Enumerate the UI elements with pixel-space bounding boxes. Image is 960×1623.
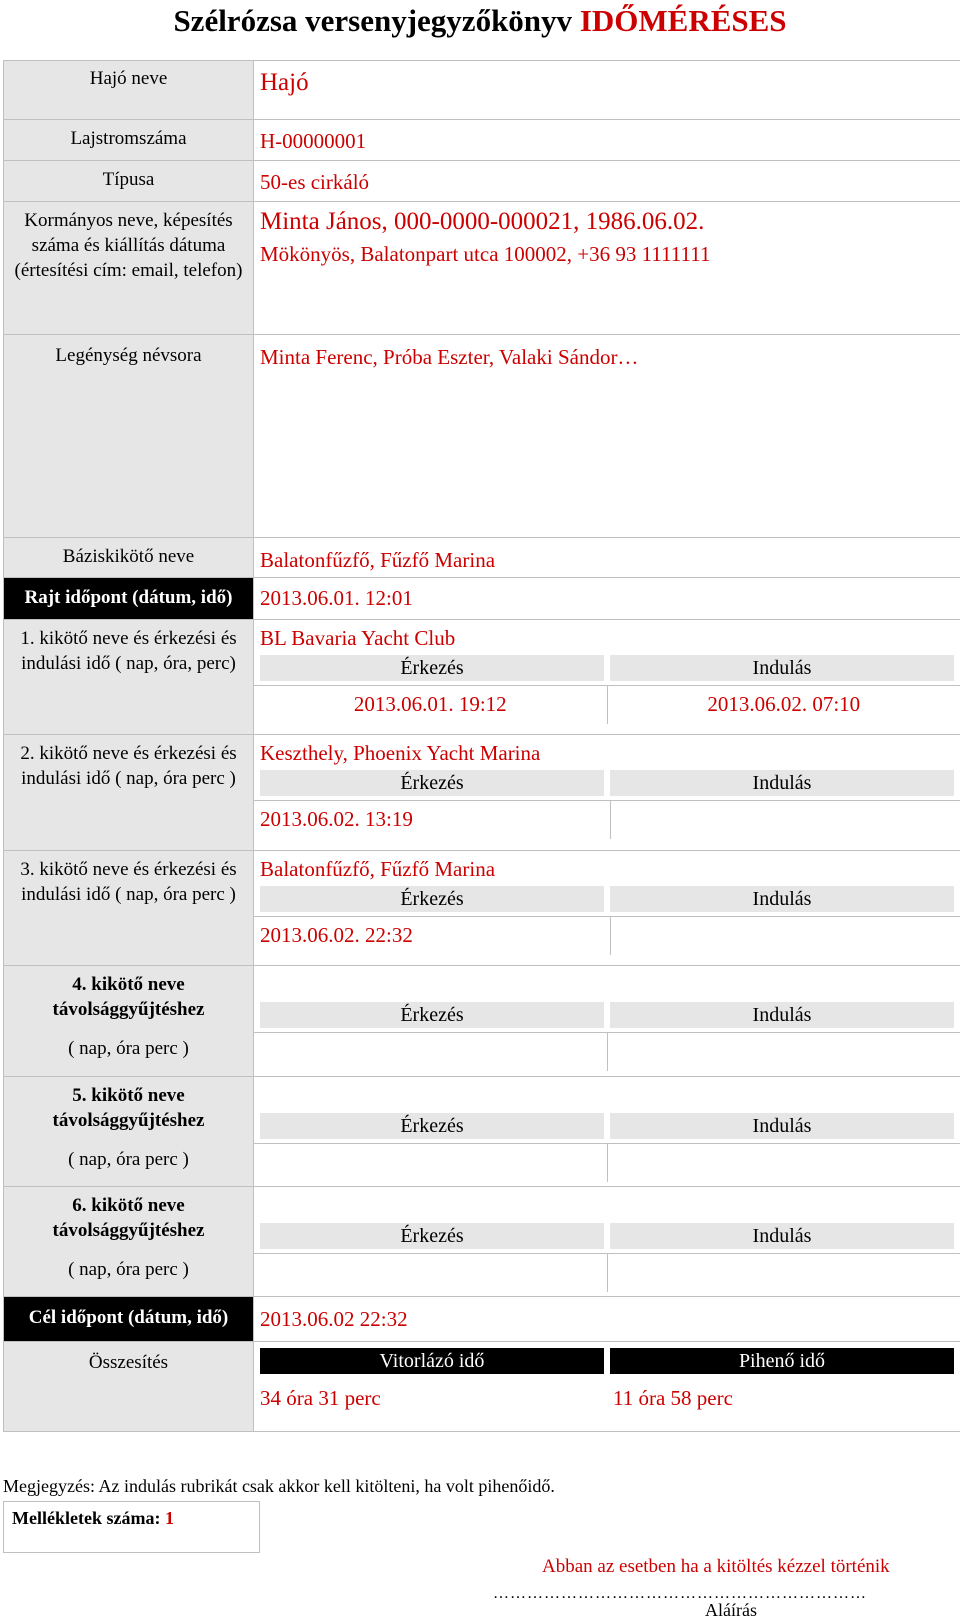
label-finish: Cél időpont (dátum, idő)	[4, 1297, 254, 1342]
row-registration	[4, 120, 960, 161]
sailing-time-header: Vitorlázó idő	[260, 1348, 604, 1374]
field-port2[interactable]	[254, 735, 960, 851]
port3-departure[interactable]	[610, 917, 960, 955]
field-helmsman[interactable]	[254, 202, 960, 335]
attachments-box[interactable]	[3, 1501, 260, 1553]
row-port6	[4, 1187, 960, 1297]
title-main: Szélrózsa versenyjegyzőkönyv	[173, 3, 573, 38]
helmsman-line2: Mökönyös, Balatonpart utca 100002, +36 93 1111111	[260, 242, 711, 266]
port6-arrival[interactable]	[254, 1254, 607, 1292]
departure-header: Indulás	[610, 1113, 954, 1139]
page-title	[0, 0, 960, 42]
arrival-header: Érkezés	[260, 886, 604, 912]
port1-arrival[interactable]: 2013.06.01. 19:12	[353, 692, 507, 716]
port5-departure[interactable]	[607, 1144, 960, 1182]
row-port5	[4, 1077, 960, 1187]
row-port2	[4, 735, 960, 851]
port3-name: Balatonfűzfő, Fűzfő Marina	[260, 857, 496, 881]
port2-name: Keszthely, Phoenix Yacht Marina	[260, 741, 541, 765]
row-finish	[4, 1297, 960, 1342]
arrival-header: Érkezés	[260, 1113, 604, 1139]
row-summary	[4, 1342, 960, 1432]
attachments-label: Mellékletek száma:	[12, 1508, 161, 1528]
manual-fill-note: Abban az esetben ha a kitöltés kézzel történik	[542, 1556, 890, 1577]
race-record-table	[3, 60, 960, 1432]
sailing-time-value[interactable]: 34 óra 31 perc	[260, 1386, 381, 1410]
arrival-header: Érkezés	[260, 770, 604, 796]
port1-departure[interactable]: 2013.06.02. 07:10	[607, 686, 960, 724]
rest-time-header: Pihenő idő	[610, 1348, 954, 1374]
field-summary	[254, 1342, 960, 1432]
field-type[interactable]: 50-es cirkáló	[254, 161, 960, 202]
field-port5[interactable]	[254, 1077, 960, 1187]
label-summary: Összesítés	[4, 1342, 254, 1432]
port6-departure[interactable]	[607, 1254, 960, 1292]
row-base-port	[4, 538, 960, 578]
departure-header: Indulás	[610, 1223, 954, 1249]
label-port3: 3. kikötő neve és érkezési és indulási idő ( nap, óra perc )	[4, 851, 254, 966]
arrival-header: Érkezés	[260, 1002, 604, 1028]
field-registration[interactable]: H-00000001	[254, 120, 960, 161]
field-port1[interactable]	[254, 620, 960, 735]
field-port3[interactable]	[254, 851, 960, 966]
port3-arrival[interactable]: 2013.06.02. 22:32	[260, 923, 413, 947]
label-port6: 6. kikötő neve távolsággyűjtéshez ( nap, óra perc )	[4, 1187, 254, 1297]
departure-header: Indulás	[610, 770, 954, 796]
port5-arrival[interactable]	[254, 1144, 607, 1182]
departure-header: Indulás	[610, 1002, 954, 1028]
row-start	[4, 578, 960, 620]
arrival-header: Érkezés	[260, 655, 604, 681]
row-port1	[4, 620, 960, 735]
label-crew: Legénység névsora	[4, 335, 254, 538]
field-finish[interactable]: 2013.06.02 22:32	[254, 1297, 960, 1342]
port2-departure[interactable]	[610, 801, 960, 839]
label-port4: 4. kikötő neve távolsággyűjtéshez ( nap, óra perc )	[4, 966, 254, 1077]
field-boat-name[interactable]: Hajó	[254, 61, 960, 120]
label-start: Rajt időpont (dátum, idő)	[4, 578, 254, 620]
field-port6[interactable]	[254, 1187, 960, 1297]
label-port5: 5. kikötő neve távolsággyűjtéshez ( nap, óra perc )	[4, 1077, 254, 1187]
helmsman-line1: Minta János, 000-0000-000021, 1986.06.02.	[260, 208, 705, 235]
field-start[interactable]: 2013.06.01. 12:01	[254, 578, 960, 620]
port1-name: BL Bavaria Yacht Club	[260, 626, 456, 650]
port4-departure[interactable]	[607, 1033, 960, 1071]
label-base-port: Báziskikötő neve	[4, 538, 254, 578]
row-crew	[4, 335, 960, 538]
port2-arrival[interactable]: 2013.06.02. 13:19	[260, 807, 413, 831]
rest-time-value[interactable]: 11 óra 58 perc	[613, 1386, 733, 1410]
row-type	[4, 161, 960, 202]
label-helmsman: Kormányos neve, képesítés száma és kiállítás dátuma (értesítési cím: email, telefon)	[4, 202, 254, 335]
label-port1: 1. kikötő neve és érkezési és indulási idő ( nap, óra, perc)	[4, 620, 254, 735]
row-boat-name	[4, 61, 960, 120]
row-port3	[4, 851, 960, 966]
row-helmsman	[4, 202, 960, 335]
field-port4[interactable]	[254, 966, 960, 1077]
field-base-port[interactable]: Balatonfűzfő, Fűzfő Marina	[254, 538, 960, 578]
label-type: Típusa	[4, 161, 254, 202]
label-registration: Lajstromszáma	[4, 120, 254, 161]
departure-header: Indulás	[610, 655, 954, 681]
departure-header: Indulás	[610, 886, 954, 912]
label-boat-name: Hajó neve	[4, 61, 254, 120]
signature-label: Aláírás	[705, 1600, 757, 1620]
field-crew[interactable]: Minta Ferenc, Próba Eszter, Valaki Sándor…	[254, 335, 960, 538]
title-highlight: IDŐMÉRÉSES	[579, 3, 787, 38]
signature-line[interactable]: …………………………………………………………	[493, 1585, 867, 1602]
attachments-count: 1	[164, 1508, 174, 1528]
label-port2: 2. kikötő neve és érkezési és indulási idő ( nap, óra perc )	[4, 735, 254, 851]
row-port4	[4, 966, 960, 1077]
arrival-header: Érkezés	[260, 1223, 604, 1249]
port4-arrival[interactable]	[254, 1033, 607, 1071]
footnote: Megjegyzés: Az indulás rubrikát csak akkor kell kitölteni, ha volt pihenőidő.	[3, 1476, 555, 1496]
